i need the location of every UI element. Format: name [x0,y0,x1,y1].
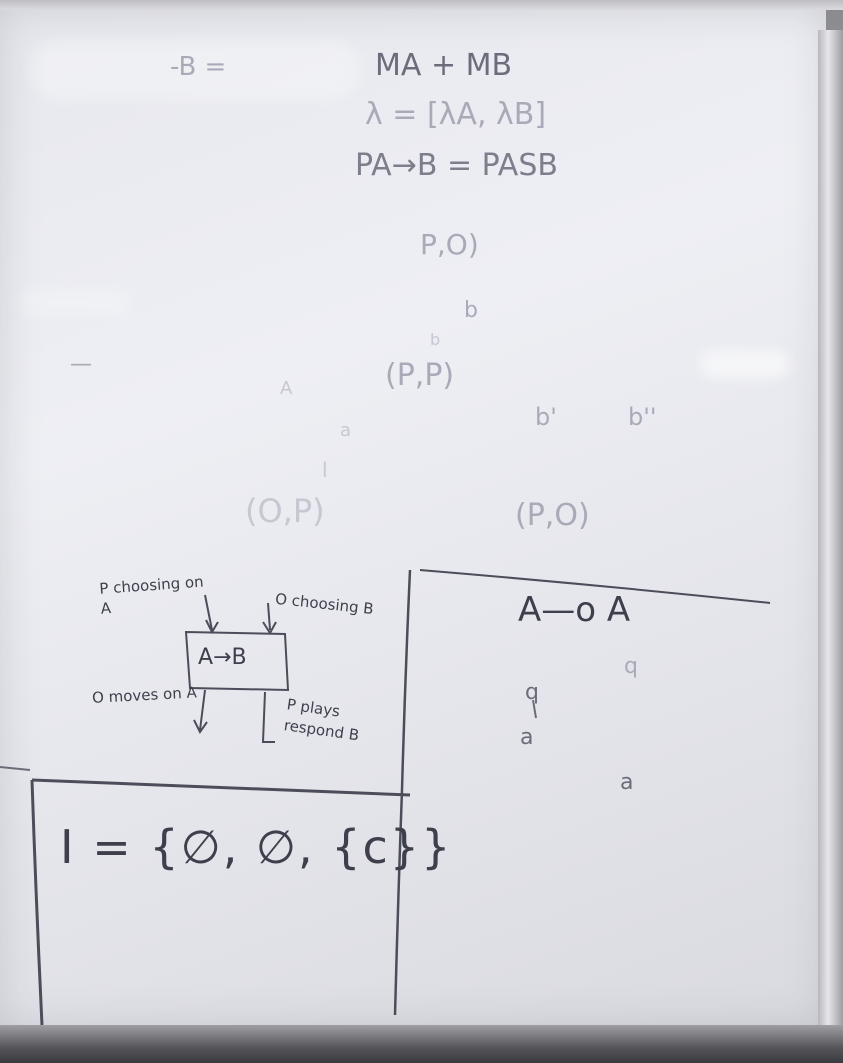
equation-1-left: -B = [170,52,227,82]
equation-2: λ = [λA, λB] [365,97,547,132]
tree-right-leaf: (P,O) [515,498,590,533]
dash-mark: — [70,352,92,377]
note-o-moves: O moves on A [91,683,198,707]
arrow-expression: A—o A [518,590,631,630]
right-a-right: a [620,770,634,795]
equation-1-right: MA + MB [375,48,513,83]
right-q-lower: q [525,680,539,705]
tree-a-small: a [340,420,352,441]
tree-b-prime-2: b'' [628,403,657,431]
tree-b-small: b [430,330,441,349]
bottom-formula: I = {∅, ∅, {c}} [60,820,453,874]
box-a-to-b: A→B [198,645,247,670]
tree-b-prime-1: b' [535,403,557,431]
tree-b-top: b [464,298,478,323]
tree-mid-node: (P,P) [385,358,455,393]
tree-left-leaf: (O,P) [245,492,325,530]
right-a-left: a [520,725,534,750]
right-q-upper: q [624,654,638,679]
tree-l-label: l [322,458,328,482]
note-p-choosing: P choosing on A [98,572,205,618]
tree-root-label: P,O) [420,228,479,261]
note-p-plays: P plays respond B [282,695,361,745]
note-o-choosing: O choosing B [274,589,375,619]
tree-node-a: A [280,378,293,399]
equation-3: PA→B = PASB [355,148,558,183]
